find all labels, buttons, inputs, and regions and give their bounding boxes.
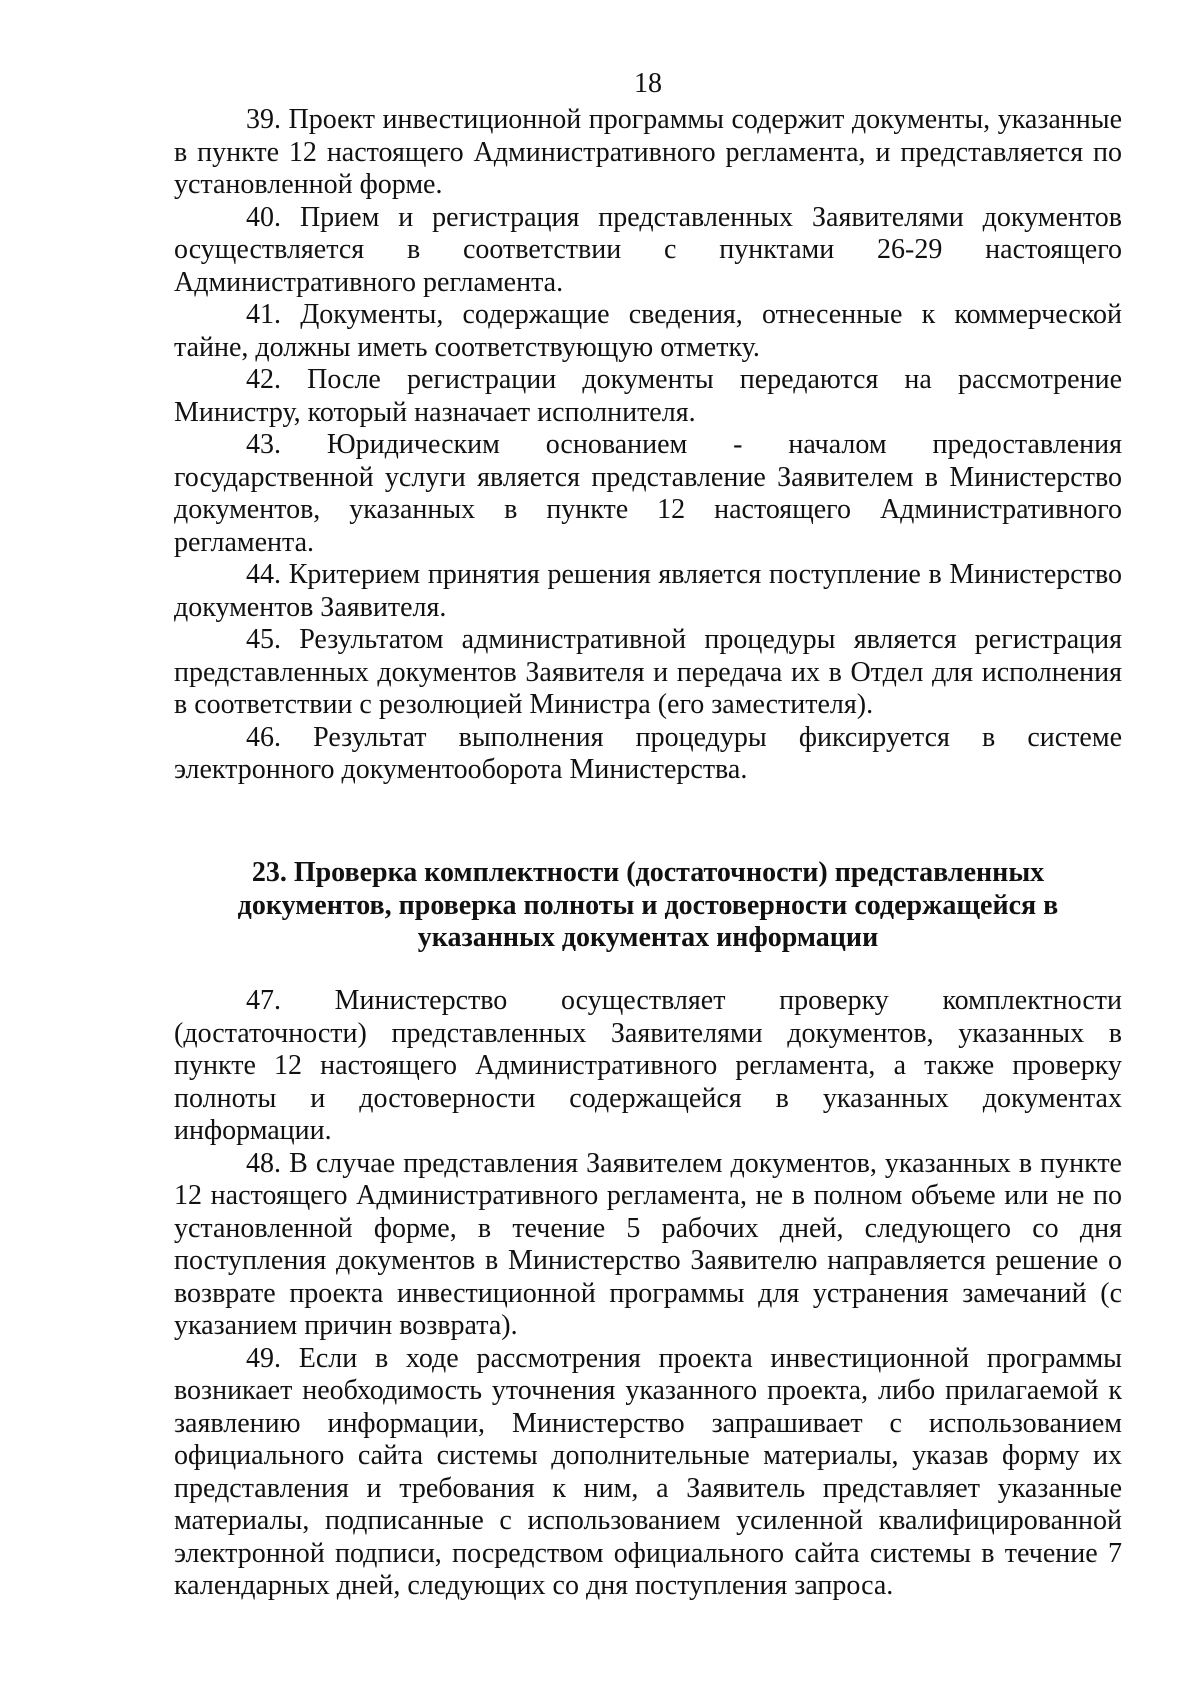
paragraph-49: 49. Если в ходе рассмотрения проекта инвестиционной программы возникает необходимость уточнения указанного проекта, либо прилагаемой к заявлению информации, Министерство запрашивает с использованием официального сайта системы дополнительные материалы, указав форму их представления и требования к ним, а Заявитель представляет указанные материалы, подписанные с использованием усиленной квалифицированной электронной подписи, посредством официального сайта системы в течение 7 календарных дней, следующих со дня поступления запроса. — [174, 1342, 1122, 1601]
paragraph-44: 44. Критерием принятия решения является поступление в Министерство документов Заявителя. — [174, 559, 1122, 623]
paragraph-47: 47. Министерство осуществляет проверку комплектности (достаточности) представленных Заявителями документов, указанных в пункте 12 настоящего Административного регламента, а также проверку полноты и достоверности содержащейся в указанных документах информации. — [174, 985, 1122, 1146]
paragraph-41: 41. Документы, содержащие сведения, отнесенные к коммерческой тайне, должны иметь соответствующую отметку. — [174, 299, 1122, 363]
paragraph-46: 46. Результат выполнения процедуры фиксируется в системе электронного документооборота Министерства. — [174, 721, 1122, 785]
paragraph-40: 40. Прием и регистрация представленных Заявителями документов осуществляется в соответствии с пунктами 26-29 настоящего Административного регламента. — [174, 201, 1122, 298]
paragraph-43: 43. Юридическим основанием - началом предоставления государственной услуги является представление Заявителем в Министерство документов, указанных в пункте 12 настоящего Административного регламента. — [174, 429, 1122, 558]
paragraphs-before-heading — [174, 104, 1122, 787]
paragraphs-after-heading — [174, 985, 1122, 1603]
paragraph-39: 39. Проект инвестиционной программы содержит документы, указанные в пункте 12 настоящего Административного регламента, и представляется по установленной форме. — [174, 104, 1122, 200]
paragraph-42: 42. После регистрации документы передаются на рассмотрение Министру, который назначает исполнителя. — [174, 364, 1122, 428]
section-heading: 23. Проверка комплектности (достаточности) представленных документов, проверка полноты и достоверности содержащейся в указанных документах информации — [237, 857, 1059, 953]
paragraph-48: 48. В случае представления Заявителем документов, указанных в пункте 12 настоящего Административного регламента, не в полном объеме или не по установленной форме, в течение 5 рабочих дней, следующего со дня поступления документов в Министерство Заявителю направляется решение о возврате проекта инвестиционной программы для устранения замечаний (с указанием причин возврата). — [174, 1147, 1122, 1341]
page-number: 18 — [634, 68, 662, 99]
paragraph-45: 45. Результатом административной процедуры является регистрация представленных документов Заявителя и передача их в Отдел для исполнения в соответствии с резолюцией Министра (его заместителя). — [174, 624, 1122, 720]
